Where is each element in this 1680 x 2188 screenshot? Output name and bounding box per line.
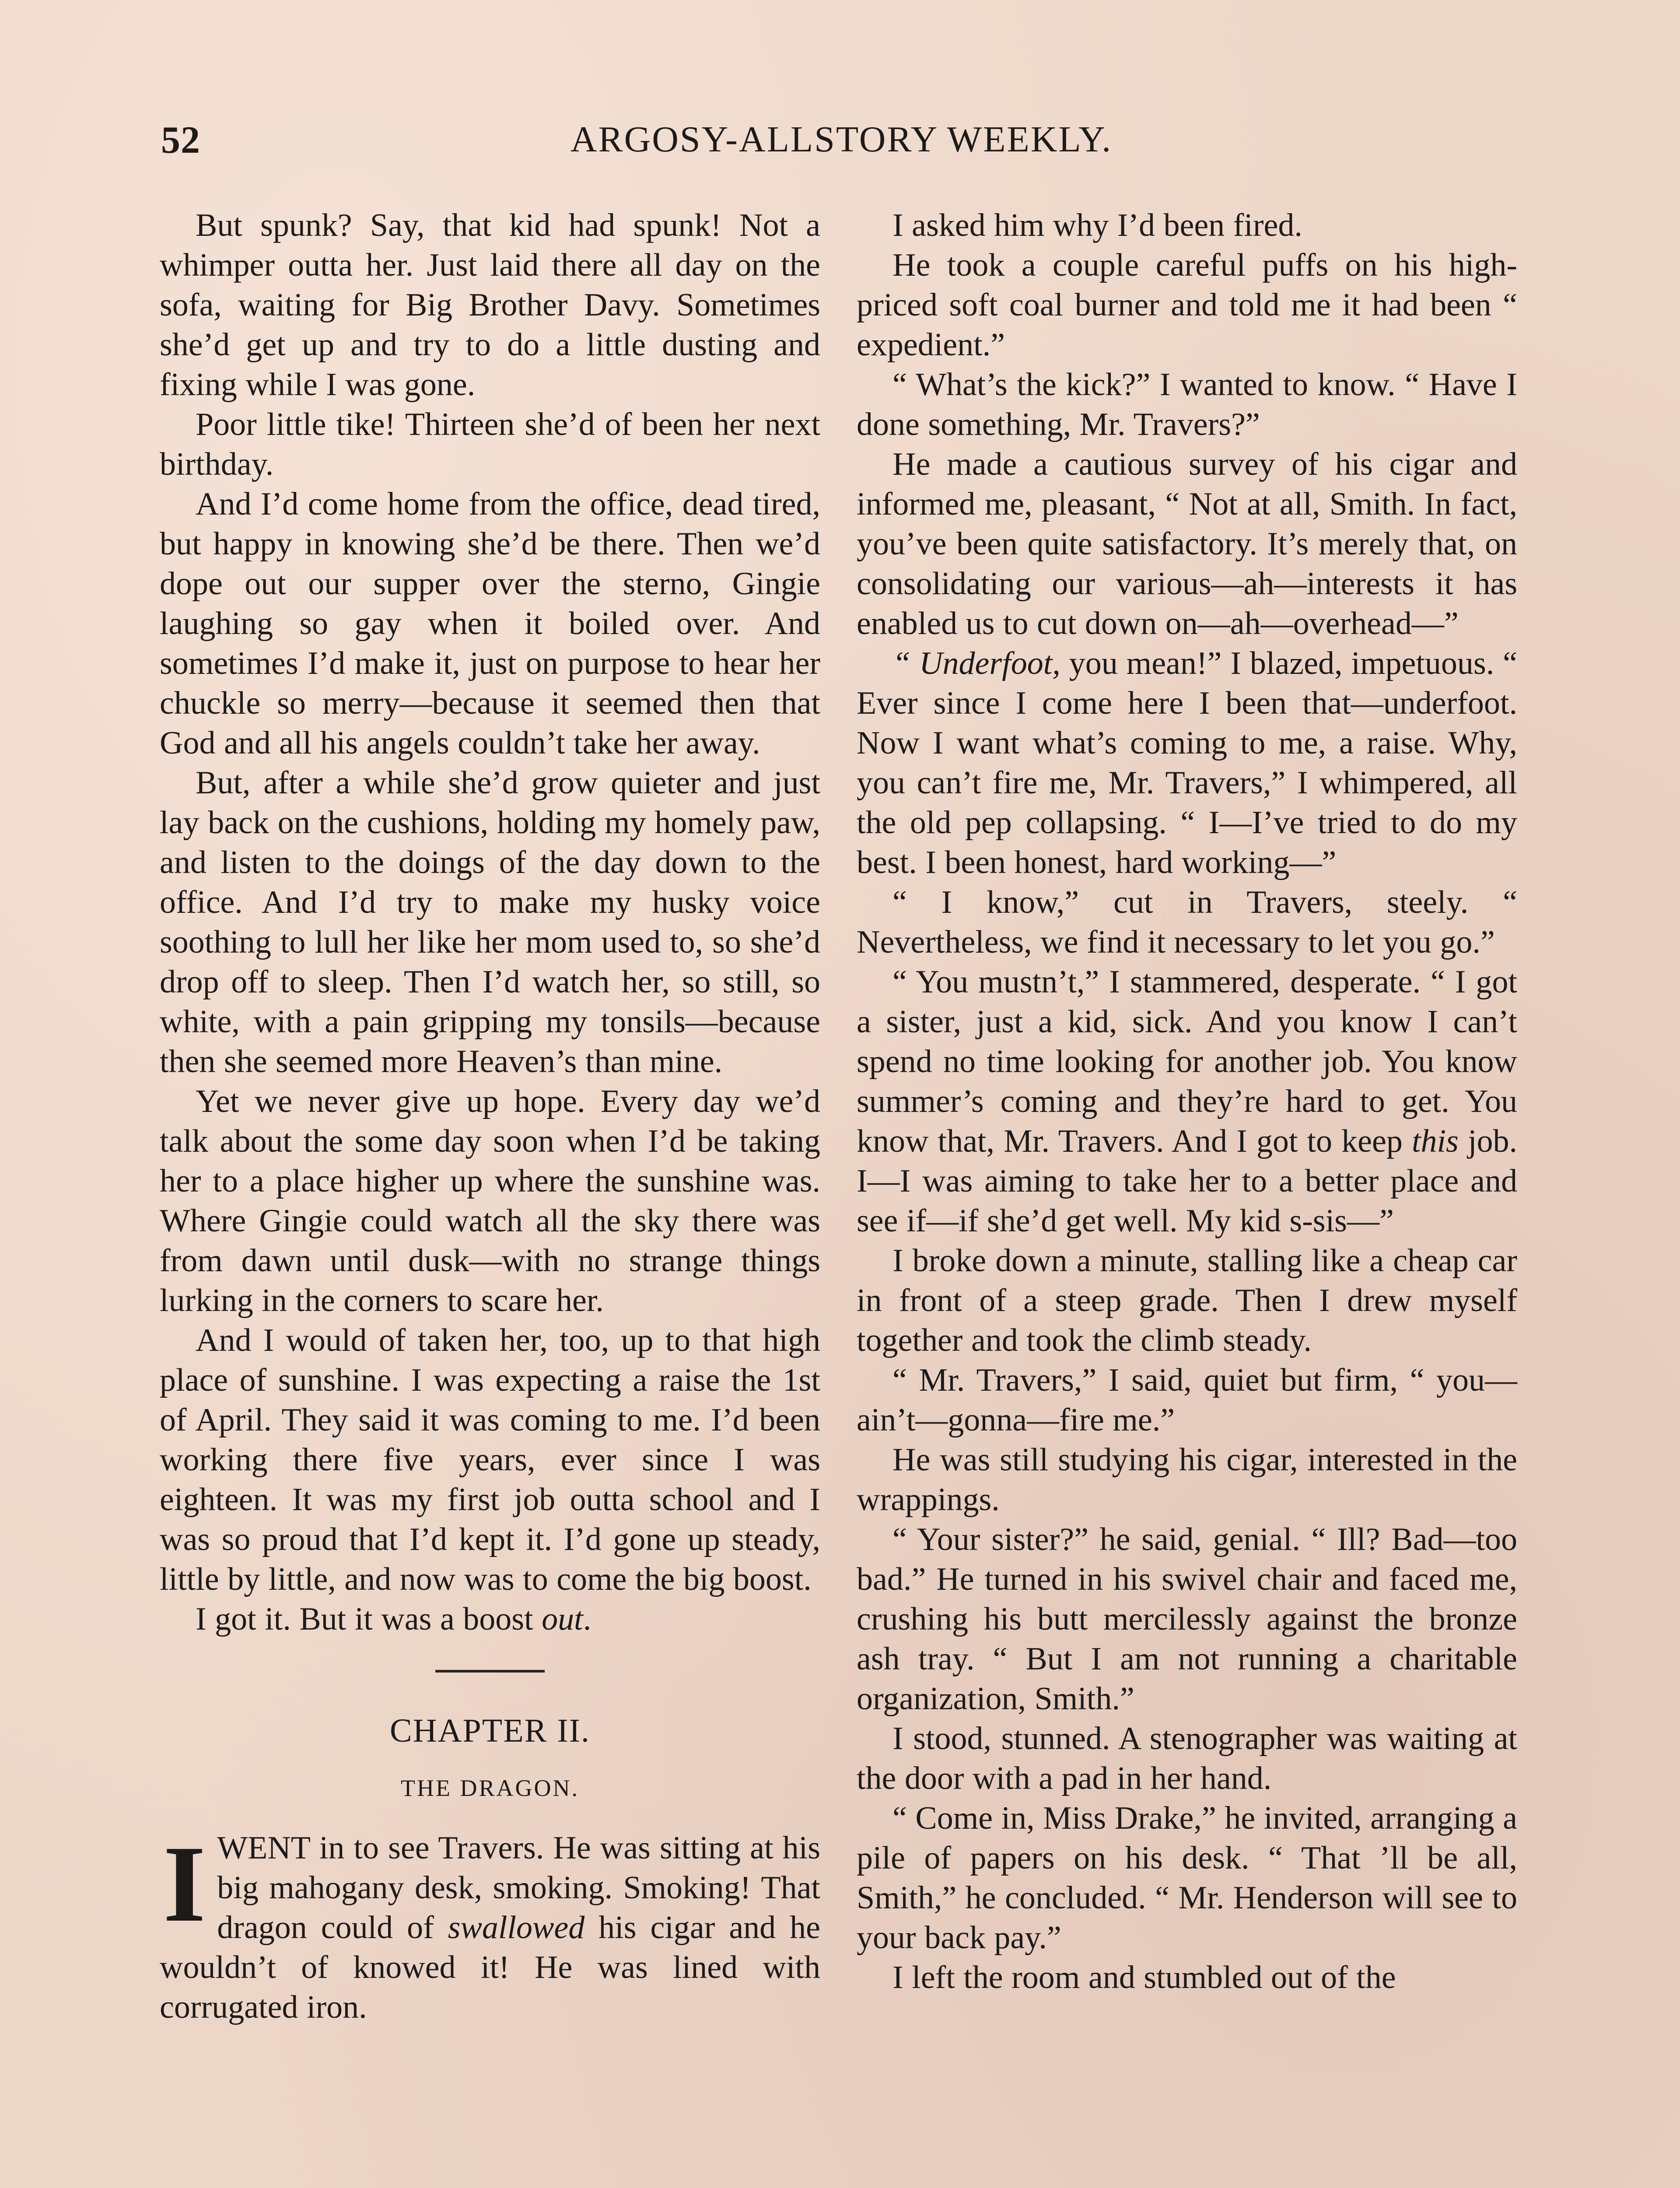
section-divider (435, 1670, 545, 1673)
paragraph (160, 1599, 820, 1639)
text-run: I got it. But it was a boost (196, 1601, 542, 1637)
right-column (857, 206, 1517, 2188)
text-run: his cigar and he wouldn’t of knowed it! He was lined with corrugated iron. (160, 1910, 820, 2025)
italic-text: swallowed (448, 1910, 585, 1946)
paragraph (160, 1823, 820, 2027)
drop-cap: I (163, 1823, 206, 1945)
page-header (161, 118, 1522, 171)
italic-text: this (1411, 1123, 1459, 1159)
paragraph: He took a couple careful puffs on his high-priced soft coal burner and told me it had been “ expedient.” (857, 247, 1517, 363)
text-run: WENT in to see Travers. He was sitting at his big mahogany desk, smoking. Smoking! That dragon could of (217, 1830, 820, 1946)
paragraph: I asked him why I’d been fired. (892, 207, 1302, 243)
paragraph: “ I know,” cut in Travers, steely. “ Nevertheless, we find it necessary to let you go.” (857, 884, 1517, 960)
page-number: 52 (161, 119, 200, 161)
paragraph: I broke down a minute, stalling like a cheap car in front of a steep grade. Then I drew myself together and took the climb steady. (857, 1243, 1517, 1358)
paragraph (857, 644, 1517, 883)
text-run: “ You mustn’t,” I stammered, desperate. “ I got a sister, just a kid, sick. And you know I can’t spend no time looking for another job. You know summer’s coming and they’re hard to get. You know that, Mr. Travers. And I got to keep (857, 964, 1517, 1159)
paragraph: Poor little tike! Thirteen she’d of been her next birthday. (160, 407, 820, 482)
paragraph: And I would of taken her, too, up to that high place of sunshine. I was expecting a raise the 1st of April. They said it was coming to me. I’d been working there five years, ever since I was eighteen. It was my first job outta school and I was so proud that I’d kept it. I’d gone up steady, little by little, and now was to come the big boost. (160, 1322, 820, 1597)
left-column (160, 206, 820, 2188)
text-run: you mean!” I blazed, impetuous. “ Ever since I come here I been that—underfoot. Now I want what’s coming to me, a raise. Why, you can’t fire me, Mr. Travers,” I whimpered, all the old pep collapsing. “ I—I’ve tried to do my best. I been honest, hard working—” (857, 645, 1518, 880)
italic-text: out (542, 1601, 583, 1637)
paragraph (857, 962, 1517, 1241)
paragraph: He made a cautious survey of his cigar and informed me, pleasant, “ Not at all, Smith. In fact, you’ve been quite satisfactory. It’s merely that, on consolidating our various—ah—interests it has enabled us to cut down on—ah—overhead—” (857, 446, 1517, 642)
paragraph: He was still studying his cigar, interested in the wrappings. (857, 1442, 1517, 1518)
paragraph: Yet we never give up hope. Every day we’d talk about the some day soon when I’d be taking her to a place higher up where the sunshine was. Where Gingie could watch all the sky there was from dawn until dusk—with no strange things lurking in the corners to scare her. (160, 1083, 820, 1318)
paragraph: I stood, stunned. A stenographer was waiting at the door with a pad in her hand. (857, 1721, 1517, 1796)
chapter-subtitle: THE DRAGON. (401, 1775, 579, 1801)
paragraph: “ Come in, Miss Drake,” he invited, arranging a pile of papers on his desk. “ That ’ll be all, Smith,” he concluded. “ Mr. Henderson will see to your back pay.” (857, 1800, 1517, 1956)
italic-text: “ Underfoot, (892, 645, 1060, 681)
paragraph: But, after a while she’d grow quieter and just lay back on the cushions, holding my homely paw, and listen to the doings of the day down to the office. And I’d try to make my husky voice soothing to lull her like her mom used to, so she’d drop off to sleep. Then I’d watch her, so still, so white, with a pain gripping my tonsils—because then she seemed more Heaven’s than mine. (160, 765, 820, 1080)
paragraph: “ Your sister?” he said, genial. “ Ill? Bad—too bad.” He turned in his swivel chair and faced me, crushing his butt mercilessly against the bronze ash tray. “ But I am not running a charitable organization, Smith.” (857, 1522, 1517, 1717)
paragraph: I left the room and stumbled out of the (892, 1960, 1396, 1995)
paragraph: “ Mr. Travers,” I said, quiet but firm, “ you—ain’t—gonna—fire me.” (857, 1362, 1517, 1438)
running-head: ARGOSY-ALLSTORY WEEKLY. (570, 119, 1113, 160)
paragraph: But spunk? Say, that kid had spunk! Not a whimper outta her. Just laid there all day on the sofa, waiting for Big Brother Davy. Sometimes she’d get up and try to do a little dusting and fixing while I was gone. (160, 207, 820, 403)
paragraph: “ What’s the kick?” I wanted to know. “ Have I done something, Mr. Travers?” (857, 367, 1517, 442)
chapter-title: CHAPTER II. (390, 1712, 590, 1749)
paragraph: And I’d come home from the office, dead tired, but happy in knowing she’d be there. Then we’d dope out our supper over the sterno, Gingie laughing so gay when it boiled over. And sometimes I’d make it, just on purpose to hear her chuckle so merry—because it seemed then that God and all his angels couldn’t take her away. (160, 486, 820, 761)
text-run: . (583, 1601, 592, 1637)
text-run: job. I—I was aiming to take her to a better place and see if—if she’d get well. My kid s-sis—” (857, 1123, 1518, 1239)
